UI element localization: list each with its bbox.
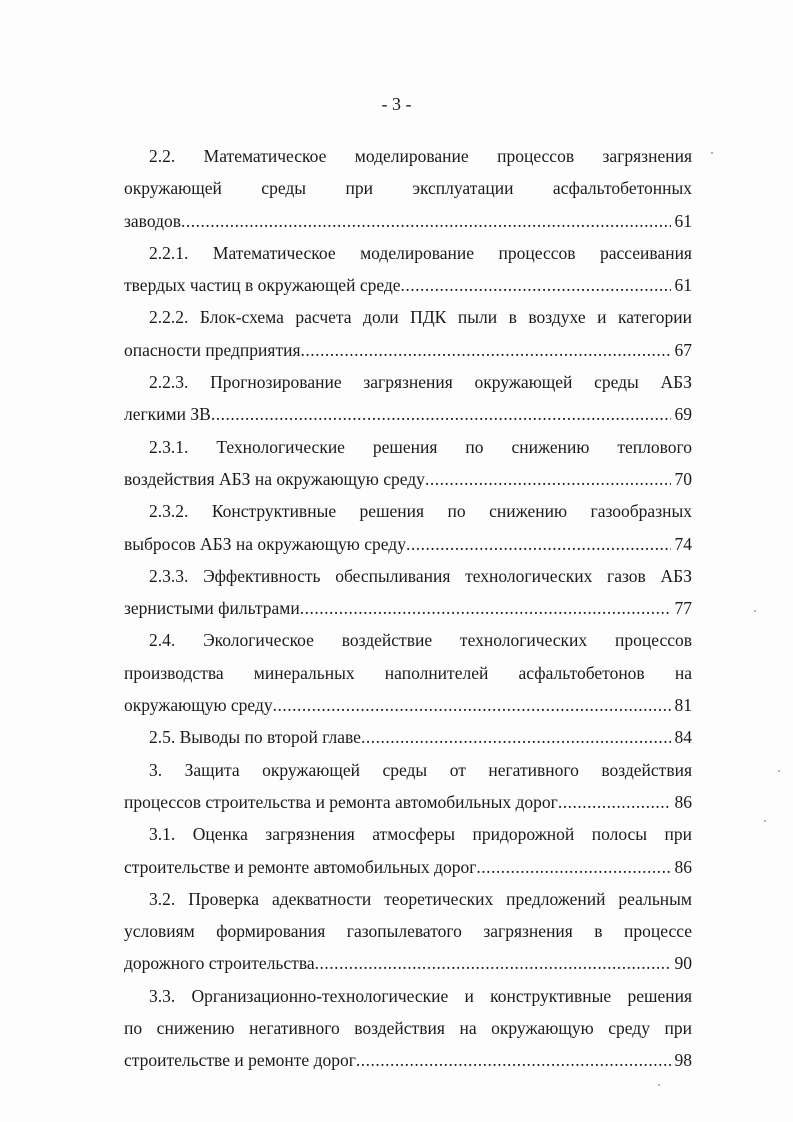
toc-entry-line: 2.2.2. Блок-схема расчета доли ПДК пыли в воздухе и категории bbox=[149, 307, 692, 328]
toc-entry bbox=[124, 754, 692, 819]
toc-entry-title: твердых частиц в окружающей среде bbox=[124, 275, 401, 296]
toc-entry-line: 3.2. Проверка адекватности теоретических предложений реальным bbox=[149, 888, 692, 909]
dot-leader bbox=[301, 334, 671, 366]
scan-speck bbox=[658, 1084, 660, 1086]
toc-entry-title: опасности предприятия bbox=[124, 339, 301, 360]
dot-leader bbox=[406, 528, 671, 560]
toc-entry-page: 61 bbox=[674, 210, 692, 231]
toc-entry-page: 69 bbox=[674, 404, 692, 425]
toc-entry bbox=[124, 883, 692, 980]
toc-entry bbox=[124, 495, 692, 560]
toc-entry bbox=[124, 140, 692, 237]
page-number: - 3 - bbox=[381, 94, 412, 114]
dot-leader bbox=[356, 1044, 671, 1076]
toc-entry-title: воздействия АБЗ на окружающую среду bbox=[124, 468, 425, 489]
dot-leader bbox=[425, 463, 671, 495]
toc-entry-last-line bbox=[124, 334, 692, 366]
toc-entry-line: 2.4. Экологическое воздействие технологических процессов bbox=[149, 630, 692, 651]
toc-entry-last-line bbox=[124, 721, 692, 753]
toc-entry-line: условиям формирования газопылеватого загрязнения в процессе bbox=[124, 921, 692, 942]
dot-leader bbox=[273, 689, 671, 721]
toc-entry-last-line bbox=[124, 528, 692, 560]
scan-speck bbox=[778, 770, 780, 772]
toc-entry-last-line bbox=[124, 689, 692, 721]
toc-entry-page: 86 bbox=[674, 856, 692, 877]
dot-leader bbox=[401, 269, 671, 301]
toc-entry-last-line bbox=[124, 786, 692, 818]
toc-entry-title: процессов строительства и ремонта автомобильных дорог bbox=[124, 791, 558, 812]
toc-entry-page: 67 bbox=[674, 339, 692, 360]
toc-entry-last-line bbox=[124, 592, 692, 624]
toc-entry-page: 86 bbox=[674, 791, 692, 812]
toc-entry-line: 2.3.1. Технологические решения по снижению теплового bbox=[149, 436, 692, 457]
dot-leader bbox=[315, 947, 671, 979]
toc-entry-line: 2.2.1. Математическое моделирование процессов рассеивания bbox=[149, 242, 692, 263]
toc-entry-line: 3. Защита окружающей среды от негативного воздействия bbox=[149, 759, 692, 780]
toc-entry-page: 84 bbox=[674, 727, 692, 748]
toc-entry bbox=[124, 818, 692, 883]
toc-entry-page: 98 bbox=[674, 1050, 692, 1071]
toc-entry bbox=[124, 624, 692, 721]
toc-entry-line: производства минеральных наполнителей асфальтобетонов на bbox=[124, 662, 692, 683]
toc-entry-title: заводов bbox=[124, 210, 181, 231]
toc-entry-last-line bbox=[124, 205, 692, 237]
toc-entry-title: зернистыми фильтрами bbox=[124, 598, 300, 619]
scan-speck bbox=[711, 152, 713, 154]
scan-speck bbox=[754, 610, 756, 612]
toc-entry-page: 77 bbox=[674, 598, 692, 619]
toc-entry bbox=[124, 431, 692, 496]
toc-entry-line: 3.3. Организационно-технологические и конструктивные решения bbox=[149, 985, 692, 1006]
dot-leader bbox=[211, 398, 671, 430]
toc-entry-line: 3.1. Оценка загрязнения атмосферы придорожной полосы при bbox=[149, 824, 692, 845]
scan-speck bbox=[764, 820, 766, 822]
toc-entry-page: 81 bbox=[674, 695, 692, 716]
toc-entry-last-line bbox=[124, 947, 692, 979]
toc-entry bbox=[124, 237, 692, 302]
toc-entry-last-line bbox=[124, 463, 692, 495]
toc-entry-line: 2.3.3. Эффективность обеспыливания технологических газов АБЗ bbox=[149, 565, 692, 586]
dot-leader bbox=[300, 592, 671, 624]
toc-entry bbox=[124, 301, 692, 366]
toc-entry-title: 2.5. Выводы по второй главе bbox=[149, 727, 361, 748]
toc-entry-last-line bbox=[124, 1044, 692, 1076]
toc-entry-page: 90 bbox=[674, 953, 692, 974]
toc-entry-line: по снижению негативного воздействия на окружающую среду при bbox=[124, 1018, 692, 1039]
toc-entry bbox=[124, 721, 692, 753]
dot-leader bbox=[476, 851, 670, 883]
toc-entry-line: окружающей среды при эксплуатации асфальтобетонных bbox=[124, 178, 692, 199]
toc-entry-line: 2.2. Математическое моделирование процессов загрязнения bbox=[149, 146, 692, 166]
toc-entry bbox=[124, 366, 692, 431]
toc-entry-last-line bbox=[124, 269, 692, 301]
toc-entry-page: 61 bbox=[674, 275, 692, 296]
table-of-contents bbox=[124, 140, 692, 1077]
toc-entry-title: легкими ЗВ bbox=[124, 404, 211, 425]
toc-entry-page: 74 bbox=[674, 533, 692, 554]
toc-entry bbox=[124, 980, 692, 1077]
toc-entry-line: 2.2.3. Прогнозирование загрязнения окружающей среды АБЗ bbox=[149, 372, 692, 393]
toc-entry-title: выбросов АБЗ на окружающую среду bbox=[124, 533, 406, 554]
dot-leader bbox=[558, 786, 671, 818]
toc-entry-title: дорожного строительства bbox=[124, 953, 315, 974]
toc-entry-title: окружающую среду bbox=[124, 695, 273, 716]
toc-entry-page: 70 bbox=[674, 468, 692, 489]
toc-entry-last-line bbox=[124, 398, 692, 430]
toc-entry-title: строительстве и ремонте автомобильных дорог bbox=[124, 856, 477, 877]
dot-leader bbox=[361, 721, 671, 753]
toc-entry-last-line bbox=[124, 851, 692, 883]
toc-entry bbox=[124, 560, 692, 625]
dot-leader bbox=[181, 205, 671, 237]
toc-entry-line: 2.3.2. Конструктивные решения по снижению газообразных bbox=[149, 501, 692, 522]
toc-entry-title: строительстве и ремонте дорог bbox=[124, 1050, 356, 1071]
